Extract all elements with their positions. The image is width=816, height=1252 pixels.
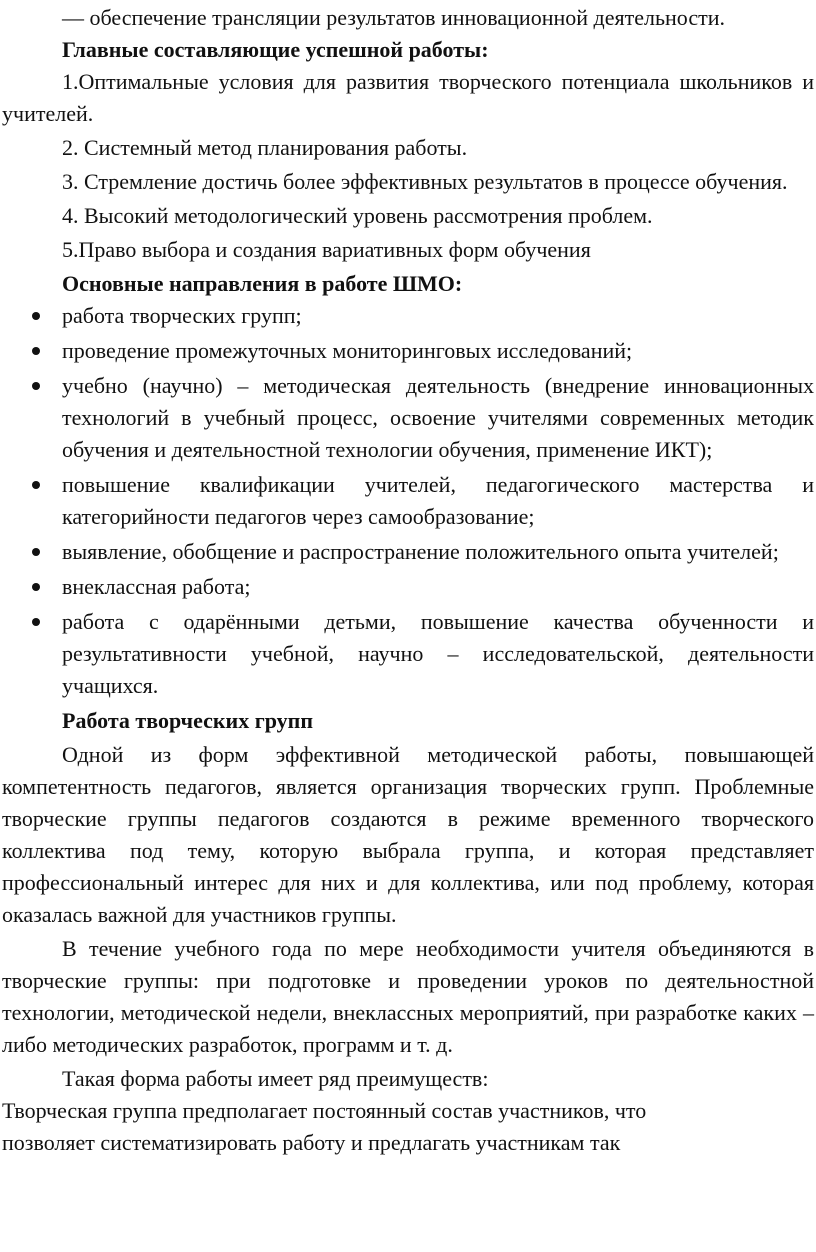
bullet-icon [32, 583, 40, 591]
bullet-icon [32, 548, 40, 556]
list-item [2, 469, 814, 533]
heading-directions: Основные направления в работе ШМО: [62, 271, 463, 296]
component-item-3: 3. Стремление достичь более эффективных результатов в процессе обучения. [62, 169, 788, 194]
bullet-icon [32, 347, 40, 355]
paragraph-4-line-1: Творческая группа предполагает постоянный состав участников, что [2, 1098, 647, 1123]
paragraph-3: Такая форма работы имеет ряд преимуществ: [62, 1066, 489, 1091]
list-item-text: выявление, обобщение и распространение положительного опыта учителей; [62, 539, 779, 564]
paragraph-2: В течение учебного года по мере необходимости учителя объединяются в творческие группы: при подготовке и проведении уроков по деятельностной технологии, методической недели, внеклассных мероприятий, при разработке каких – либо методических разработок, программ и т. д. [2, 936, 814, 1057]
list-item [2, 335, 814, 367]
bullet-icon [32, 481, 40, 489]
list-item-text: учебно (научно) – методическая деятельность (внедрение инновационных технологий в учебный процесс, освоение учителями современных методик обучения и деятельностной технологии обучения, применение ИКТ); [62, 373, 814, 462]
paragraph-4-line-2: позволяет систематизировать работу и предлагать участникам так [2, 1130, 621, 1155]
list-item-text: внеклассная работа; [62, 574, 251, 599]
component-item-4: 4. Высокий методологический уровень рассмотрения проблем. [62, 203, 653, 228]
component-item-1: 1.Оптимальные условия для развития творческого потенциала школьников и учителей. [2, 69, 814, 126]
list-item [2, 370, 814, 466]
list-item-text: работа творческих групп; [62, 303, 302, 328]
bullet-icon [32, 382, 40, 390]
list-item [2, 536, 814, 568]
heading-main-components: Главные составляющие успешной работы: [62, 37, 489, 62]
component-item-2: 2. Системный метод планирования работы. [62, 135, 468, 160]
bullet-icon [32, 312, 40, 320]
component-item-5: 5.Право выбора и создания вариативных форм обучения [62, 237, 591, 262]
heading-creative-groups: Работа творческих групп [62, 708, 314, 733]
list-item-text: работа с одарёнными детьми, повышение качества обученности и результативности учебной, научно – исследовательской, деятельности учащихся. [62, 609, 814, 698]
directions-list [2, 300, 814, 702]
list-item [2, 571, 814, 603]
list-item [2, 606, 814, 702]
list-item [2, 300, 814, 332]
intro-line: — обеспечение трансляции результатов инновационной деятельности. [62, 5, 725, 30]
list-item-text: проведение промежуточных мониторинговых исследований; [62, 338, 633, 363]
bullet-icon [32, 618, 40, 626]
list-item-text: повышение квалификации учителей, педагогического мастерства и категорийности педагогов через самообразование; [62, 472, 814, 529]
paragraph-1: Одной из форм эффективной методической работы, повышающей компетентность педагогов, является организация творческих групп. Проблемные творческие группы педагогов создаются в режиме временного творческого коллектива под тему, которую выбрала группа, и которая представляет профессиональный интерес для них и для коллектива, или под проблему, которая оказалась важной для участников группы. [2, 742, 814, 927]
